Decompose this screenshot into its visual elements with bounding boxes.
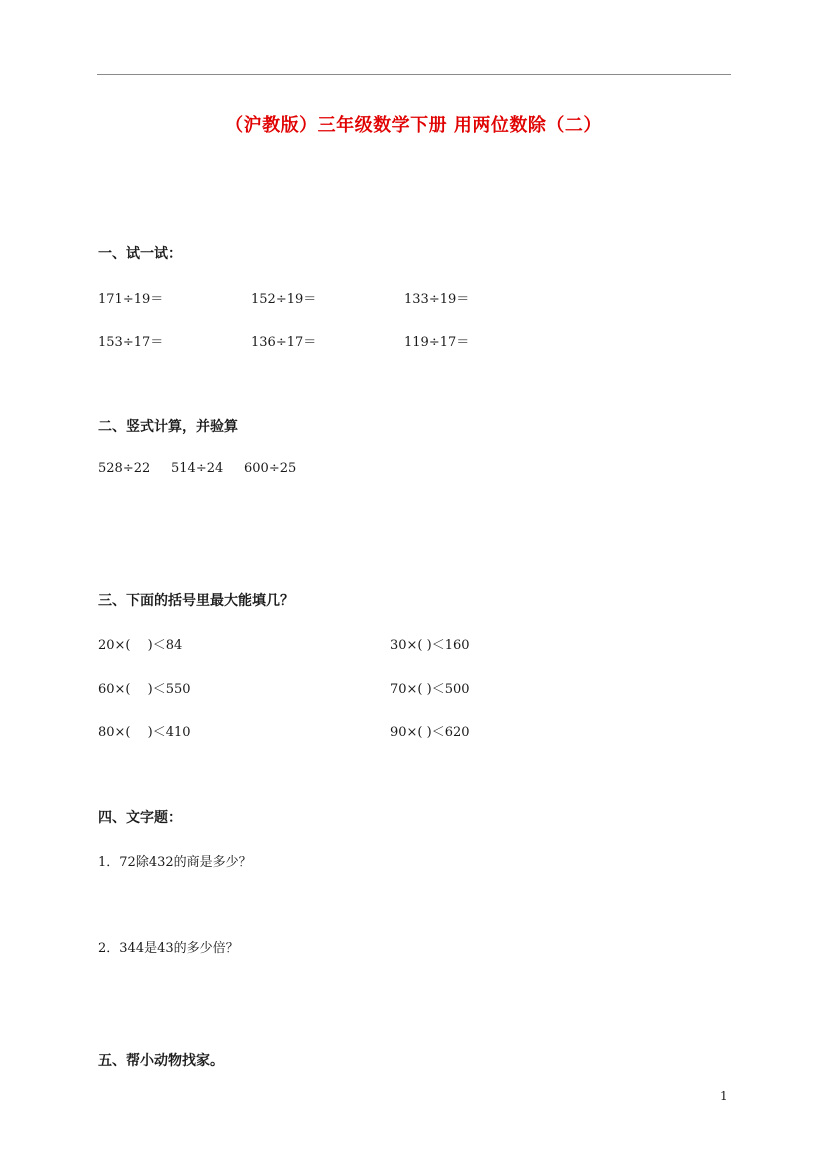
problem-3-4: 70×( )＜500 <box>390 682 470 697</box>
problem-3-5: 80×( )＜410 <box>98 725 191 740</box>
section-5-heading: 五、帮小动物找家。 <box>98 1053 224 1069</box>
section-3-heading: 三、下面的括号里最大能填几？ <box>98 593 294 609</box>
word-problem-2: 2．344是43的多少倍？ <box>98 941 239 956</box>
section-2-heading: 二、竖式计算，并验算 <box>98 419 238 435</box>
document-title: （沪教版）三年级数学下册 用两位数除（二） <box>225 115 602 136</box>
problem-1-6: 119÷17＝ <box>404 335 470 350</box>
section-1-heading: 一、试一试： <box>98 246 182 262</box>
section-4-heading: 四、文字题： <box>98 810 182 826</box>
problem-1-2: 152÷19＝ <box>251 292 317 307</box>
problem-2-3: 600÷25 <box>244 461 297 476</box>
problem-3-6: 90×( )＜620 <box>390 725 470 740</box>
problem-1-1: 171÷19＝ <box>98 292 164 307</box>
problem-1-4: 153÷17＝ <box>98 335 164 350</box>
header-rule <box>97 74 731 75</box>
problem-3-1: 20×( )＜84 <box>98 638 183 653</box>
problem-1-3: 133÷19＝ <box>404 292 470 307</box>
problem-2-2: 514÷24 <box>171 461 224 476</box>
problem-1-5: 136÷17＝ <box>251 335 317 350</box>
problem-2-1: 528÷22 <box>98 461 151 476</box>
problem-3-3: 60×( )＜550 <box>98 682 191 697</box>
word-problem-1: 1．72除432的商是多少？ <box>98 855 252 870</box>
problem-3-2: 30×( )＜160 <box>390 638 470 653</box>
page-number: 1 <box>720 1089 728 1103</box>
